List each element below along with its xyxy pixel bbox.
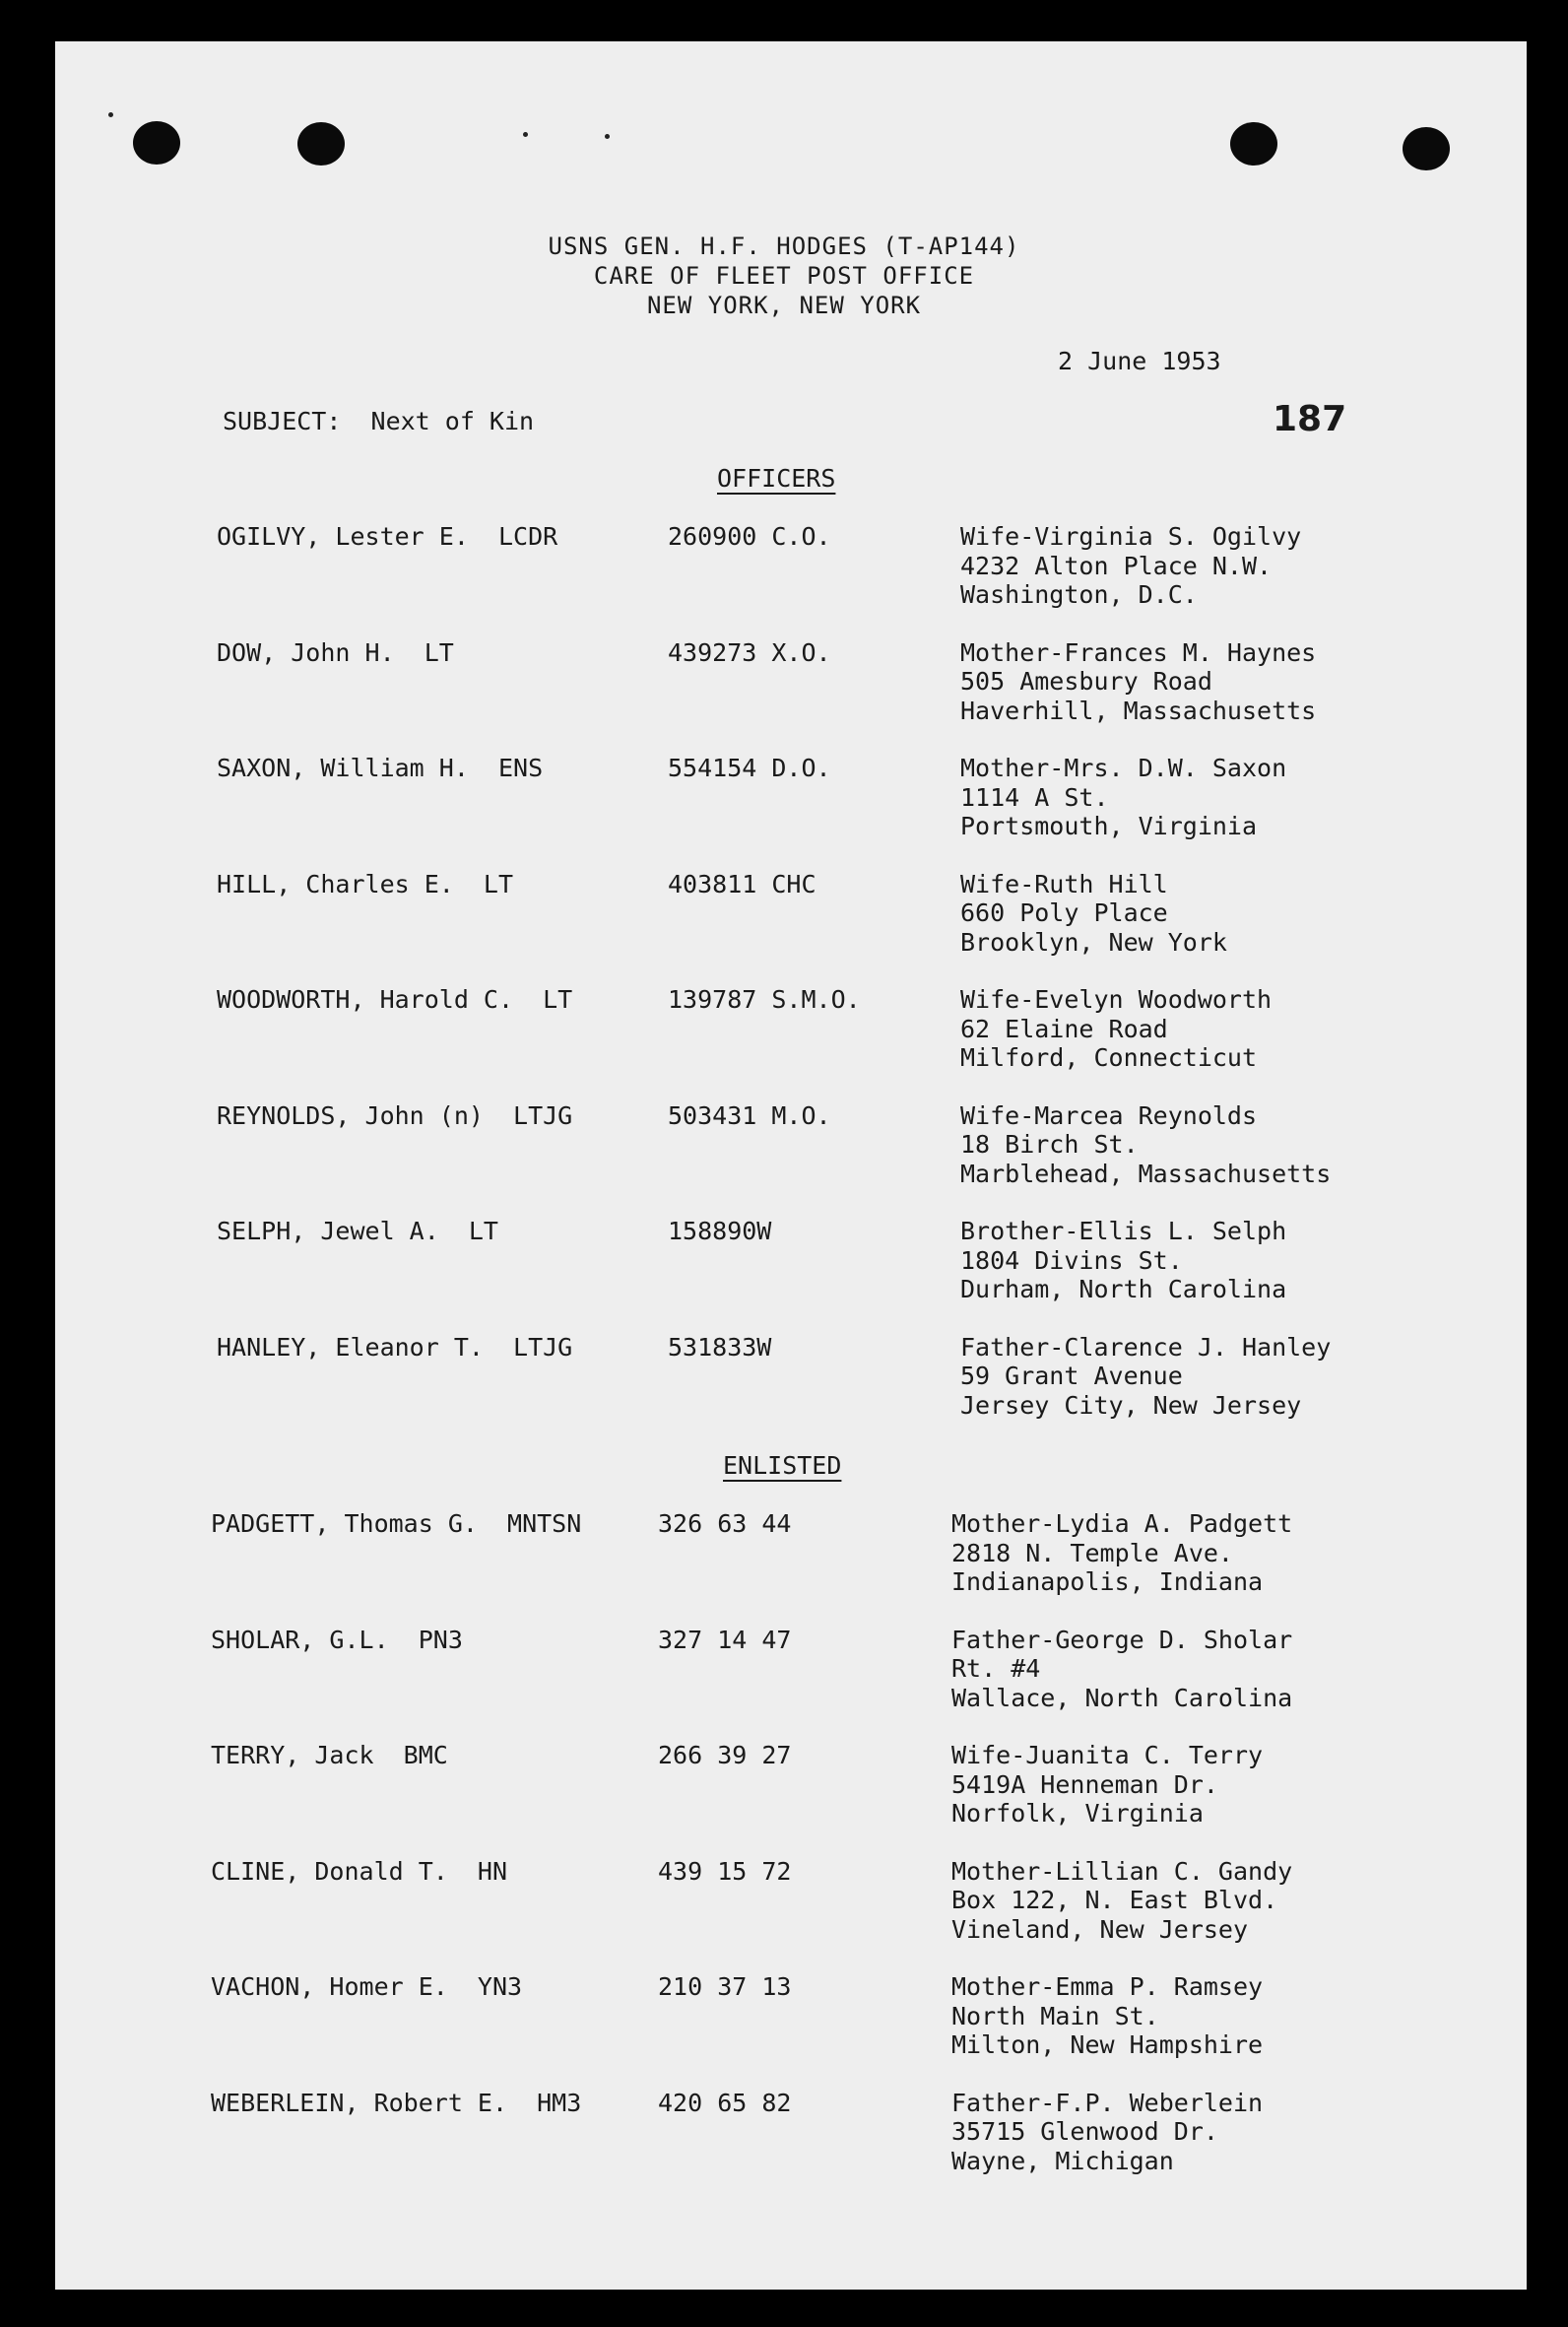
list-item bbox=[0, 1857, 1568, 1956]
next-of-kin-line: 2818 N. Temple Ave. bbox=[951, 1538, 1233, 1567]
list-item bbox=[0, 985, 1568, 1084]
officers-heading: OFFICERS bbox=[717, 464, 836, 493]
next-of-kin-line: Father-George D. Sholar bbox=[951, 1625, 1293, 1654]
member-name-rank: PADGETT, Thomas G. MNTSN bbox=[211, 1509, 582, 1538]
next-of-kin-line: 59 Grant Avenue bbox=[960, 1362, 1183, 1390]
service-number: 503431 M.O. bbox=[668, 1100, 831, 1130]
next-of-kin-line: Mother-Frances M. Haynes bbox=[960, 637, 1317, 667]
punch-hole bbox=[1403, 127, 1450, 170]
next-of-kin bbox=[951, 1741, 1263, 1828]
next-of-kin bbox=[960, 1217, 1286, 1304]
list-item bbox=[0, 1972, 1568, 2071]
next-of-kin-line: Mother-Mrs. D.W. Saxon bbox=[960, 754, 1287, 782]
service-number: 266 39 27 bbox=[658, 1741, 792, 1769]
list-item bbox=[0, 1741, 1568, 1839]
next-of-kin-line: 5419A Henneman Dr. bbox=[951, 1769, 1218, 1799]
next-of-kin-line: Washington, D.C. bbox=[960, 580, 1198, 609]
next-of-kin-line: Wife-Ruth Hill bbox=[960, 869, 1168, 898]
next-of-kin-line: 1804 Divins St. bbox=[960, 1245, 1183, 1275]
service-number: 531833W bbox=[668, 1332, 772, 1362]
service-number: 158890W bbox=[668, 1217, 772, 1245]
next-of-kin bbox=[960, 985, 1272, 1073]
next-of-kin-line: Durham, North Carolina bbox=[960, 1275, 1287, 1303]
list-item bbox=[0, 1509, 1568, 1608]
service-number: 210 37 13 bbox=[658, 1972, 792, 2001]
member-name-rank: REYNOLDS, John (n) LTJG bbox=[217, 1100, 573, 1130]
list-item bbox=[0, 1101, 1568, 1200]
punch-hole bbox=[297, 122, 345, 166]
list-item bbox=[0, 870, 1568, 968]
punch-hole bbox=[133, 121, 180, 165]
next-of-kin-line: Brooklyn, New York bbox=[960, 927, 1227, 957]
member-name-rank: SAXON, William H. ENS bbox=[217, 754, 544, 782]
next-of-kin-line: North Main St. bbox=[951, 2001, 1159, 2030]
next-of-kin-line: 505 Amesbury Road bbox=[960, 667, 1212, 696]
service-number: 439 15 72 bbox=[658, 1856, 792, 1886]
header-ship-name: USNS GEN. H.F. HODGES (T-AP144) bbox=[548, 233, 1020, 260]
member-name-rank: HILL, Charles E. LT bbox=[217, 869, 514, 898]
next-of-kin-line: Milford, Connecticut bbox=[960, 1043, 1258, 1072]
service-number: 326 63 44 bbox=[658, 1509, 792, 1538]
service-number: 403811 CHC bbox=[668, 869, 817, 898]
next-of-kin-line: Portsmouth, Virginia bbox=[960, 812, 1258, 840]
next-of-kin bbox=[960, 754, 1286, 841]
member-name-rank: TERRY, Jack BMC bbox=[211, 1741, 448, 1769]
service-number: 554154 D.O. bbox=[668, 754, 831, 782]
enlisted-heading: ENLISTED bbox=[723, 1451, 842, 1480]
next-of-kin bbox=[951, 1509, 1292, 1597]
speck-mark bbox=[523, 132, 528, 137]
service-number: 260900 C.O. bbox=[668, 522, 831, 551]
member-name-rank: HANLEY, Eleanor T. LTJG bbox=[217, 1332, 573, 1362]
next-of-kin-line: 4232 Alton Place N.W. bbox=[960, 551, 1273, 580]
list-item bbox=[0, 754, 1568, 852]
list-item bbox=[0, 1626, 1568, 1724]
member-name-rank: WOODWORTH, Harold C. LT bbox=[217, 985, 573, 1014]
subject-line: SUBJECT: Next of Kin bbox=[223, 407, 535, 435]
member-name-rank: SHOLAR, G.L. PN3 bbox=[211, 1625, 463, 1654]
list-item bbox=[0, 1217, 1568, 1315]
next-of-kin-line: 660 Poly Place bbox=[960, 898, 1168, 927]
next-of-kin-line: 18 Birch St. bbox=[960, 1130, 1139, 1159]
header-care-of: CARE OF FLEET POST OFFICE bbox=[593, 262, 975, 290]
next-of-kin-line: Haverhill, Massachusetts bbox=[960, 696, 1317, 725]
service-number: 439273 X.O. bbox=[668, 637, 831, 667]
service-number: 420 65 82 bbox=[658, 2088, 792, 2117]
member-name-rank: VACHON, Homer E. YN3 bbox=[211, 1972, 523, 2001]
next-of-kin-line: Wife-Evelyn Woodworth bbox=[960, 985, 1273, 1014]
list-item bbox=[0, 638, 1568, 737]
service-number: 327 14 47 bbox=[658, 1625, 792, 1654]
next-of-kin-line: Wayne, Michigan bbox=[951, 2146, 1174, 2175]
next-of-kin bbox=[951, 1626, 1292, 1713]
next-of-kin-line: Brother-Ellis L. Selph bbox=[960, 1217, 1287, 1245]
next-of-kin-line: Marblehead, Massachusetts bbox=[960, 1159, 1332, 1188]
next-of-kin-line: Wallace, North Carolina bbox=[951, 1683, 1293, 1712]
member-name-rank: SELPH, Jewel A. LT bbox=[217, 1217, 498, 1245]
next-of-kin-line: Father-Clarence J. Hanley bbox=[960, 1332, 1332, 1362]
next-of-kin bbox=[951, 1857, 1292, 1945]
next-of-kin bbox=[951, 1972, 1263, 2060]
page-number: 187 bbox=[1273, 399, 1347, 439]
next-of-kin bbox=[960, 1101, 1331, 1189]
next-of-kin-line: 62 Elaine Road bbox=[960, 1014, 1168, 1043]
next-of-kin bbox=[960, 638, 1316, 726]
speck-mark bbox=[108, 112, 113, 117]
punch-hole bbox=[1230, 122, 1277, 166]
next-of-kin-line: Mother-Lillian C. Gandy bbox=[951, 1856, 1293, 1886]
next-of-kin-line: 35715 Glenwood Dr. bbox=[951, 2117, 1218, 2146]
next-of-kin-line: Milton, New Hampshire bbox=[951, 2030, 1264, 2059]
list-item bbox=[0, 522, 1568, 621]
member-name-rank: WEBERLEIN, Robert E. HM3 bbox=[211, 2088, 582, 2117]
header-city: NEW YORK, NEW YORK bbox=[646, 292, 922, 319]
next-of-kin-line: Wife-Juanita C. Terry bbox=[951, 1741, 1264, 1769]
next-of-kin-line: Father-F.P. Weberlein bbox=[951, 2088, 1264, 2117]
next-of-kin-line: Box 122, N. East Blvd. bbox=[951, 1886, 1278, 1914]
next-of-kin-line: Norfolk, Virginia bbox=[951, 1799, 1204, 1828]
next-of-kin bbox=[960, 522, 1301, 610]
next-of-kin-line: Jersey City, New Jersey bbox=[960, 1390, 1302, 1420]
list-item bbox=[0, 2089, 1568, 2187]
next-of-kin-line: Vineland, New Jersey bbox=[951, 1914, 1249, 1944]
document-date: 2 June 1953 bbox=[1058, 347, 1221, 375]
next-of-kin-line: Wife-Marcea Reynolds bbox=[960, 1100, 1258, 1130]
next-of-kin-line: Indianapolis, Indiana bbox=[951, 1567, 1264, 1596]
member-name-rank: OGILVY, Lester E. LCDR bbox=[217, 522, 558, 551]
next-of-kin-line: Mother-Lydia A. Padgett bbox=[951, 1509, 1293, 1538]
next-of-kin-line: 1114 A St. bbox=[960, 782, 1109, 812]
member-name-rank: DOW, John H. LT bbox=[217, 637, 454, 667]
next-of-kin bbox=[951, 2089, 1263, 2176]
next-of-kin-line: Rt. #4 bbox=[951, 1654, 1041, 1683]
speck-mark bbox=[605, 134, 610, 139]
next-of-kin bbox=[960, 870, 1227, 958]
next-of-kin bbox=[960, 1333, 1331, 1421]
service-number: 139787 S.M.O. bbox=[668, 985, 861, 1014]
next-of-kin-line: Wife-Virginia S. Ogilvy bbox=[960, 522, 1302, 551]
list-item bbox=[0, 1333, 1568, 1431]
next-of-kin-line: Mother-Emma P. Ramsey bbox=[951, 1972, 1264, 2001]
member-name-rank: CLINE, Donald T. HN bbox=[211, 1856, 508, 1886]
